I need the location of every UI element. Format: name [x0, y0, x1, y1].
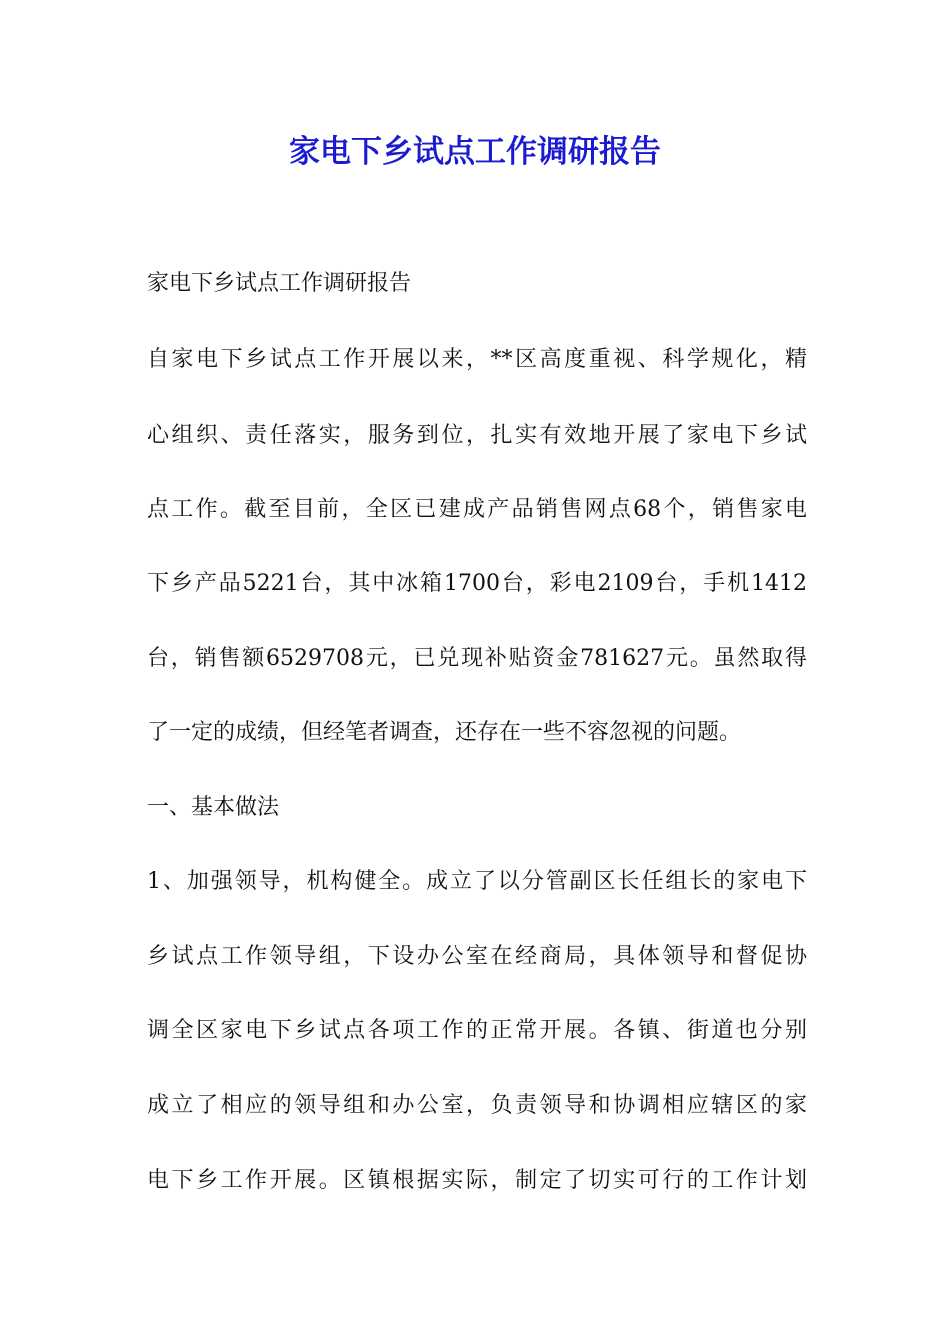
paragraph2-line: 1、加强领导，机构健全。成立了以分管副区长任组长的家电下 — [147, 869, 807, 894]
section-heading: 一、基本做法 — [147, 795, 280, 820]
paragraph1-line: 自家电下乡试点工作开展以来，**区高度重视、科学规化，精 — [147, 347, 807, 372]
paragraph1-line: 台，销售额6529708元，已兑现补贴资金781627元。虽然取得 — [147, 646, 807, 671]
paragraph2-line: 乡试点工作领导组，下设办公室在经商局，具体领导和督促协 — [147, 944, 807, 969]
document-subtitle: 家电下乡试点工作调研报告 — [147, 271, 412, 296]
paragraph1-line: 了一定的成绩，但经笔者调查，还存在一些不容忽视的问题。 — [147, 720, 742, 745]
paragraph2-line: 调全区家电下乡试点各项工作的正常开展。各镇、街道也分别 — [147, 1018, 807, 1043]
paragraph1-line: 下乡产品5221台，其中冰箱1700台，彩电2109台，手机1412 — [147, 571, 807, 596]
document-title: 家电下乡试点工作调研报告 — [289, 134, 661, 170]
paragraph2-line: 成立了相应的领导组和办公室，负责领导和协调相应辖区的家 — [147, 1093, 807, 1118]
paragraph1-line: 点工作。截至目前，全区已建成产品销售网点68个，销售家电 — [147, 497, 807, 522]
paragraph2-line: 电下乡工作开展。区镇根据实际，制定了切实可行的工作计划 — [147, 1168, 807, 1193]
paragraph1-line: 心组织、责任落实，服务到位，扎实有效地开展了家电下乡试 — [147, 423, 807, 448]
